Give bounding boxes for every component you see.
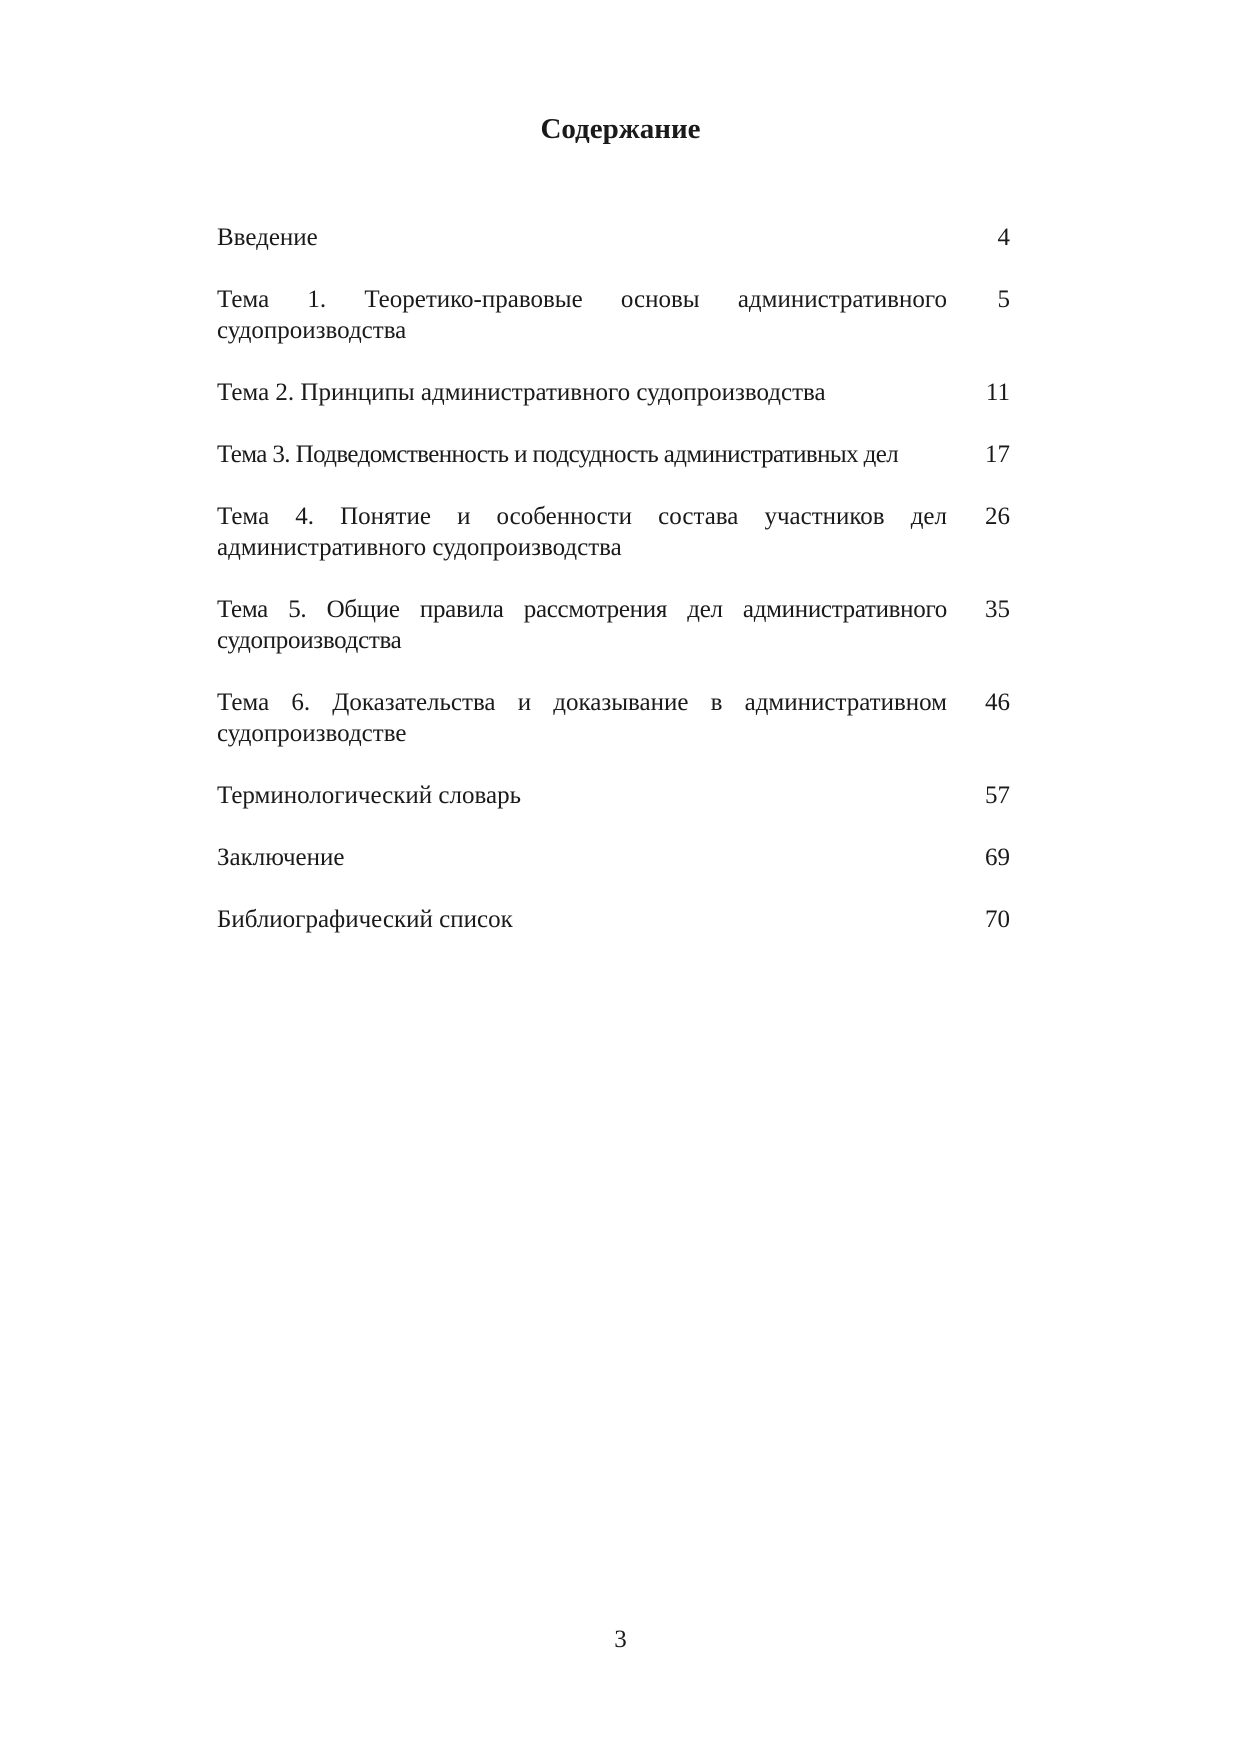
- toc-entry-title: Тема 6. Доказательства и доказывание в административном судопроизводстве: [217, 689, 947, 747]
- toc-entry: [217, 842, 1010, 873]
- toc-entry: [217, 594, 1010, 656]
- toc-entry: [217, 780, 1010, 811]
- toc-entry-page: 5: [997, 286, 1010, 313]
- toc-entry-title: Тема 3. Подведомственность и подсудность административных дел: [217, 441, 899, 468]
- table-of-contents: [217, 222, 1010, 966]
- toc-entry-title: Тема 4. Понятие и особенности состава участников дел административного судопроизводства: [217, 503, 947, 561]
- toc-entry-page: 70: [985, 906, 1010, 933]
- toc-entry-page: 26: [985, 503, 1010, 530]
- toc-entry-title: Тема 1. Теоретико-правовые основы административного судопроизводства: [217, 286, 947, 344]
- toc-entry: [217, 222, 1010, 253]
- toc-entry-page: 46: [985, 689, 1010, 716]
- toc-entry-page: 17: [985, 441, 1010, 468]
- toc-entry-page: 11: [985, 379, 1010, 406]
- toc-entry: [217, 377, 1010, 408]
- page-number: 3: [614, 1626, 627, 1653]
- toc-entry: [217, 439, 1010, 470]
- toc-entry-page: 35: [985, 596, 1010, 623]
- toc-entry-page: 69: [985, 844, 1010, 871]
- toc-entry: [217, 687, 1010, 749]
- toc-entry: [217, 501, 1010, 563]
- toc-entry-page: 4: [997, 224, 1010, 251]
- toc-entry-title: Тема 5. Общие правила рассмотрения дел административного судопроизводства: [217, 596, 947, 654]
- toc-entry-title: Библиографический список: [217, 906, 513, 933]
- toc-entry: [217, 284, 1010, 346]
- toc-entry-title: Терминологический словарь: [217, 782, 521, 809]
- toc-entry-title: Заключение: [217, 844, 345, 871]
- toc-entry: [217, 904, 1010, 935]
- toc-entry-title: Тема 2. Принципы административного судопроизводства: [217, 379, 826, 406]
- page-title: Содержание: [540, 113, 701, 145]
- toc-entry-title: Введение: [217, 224, 318, 251]
- toc-entry-page: 57: [985, 782, 1010, 809]
